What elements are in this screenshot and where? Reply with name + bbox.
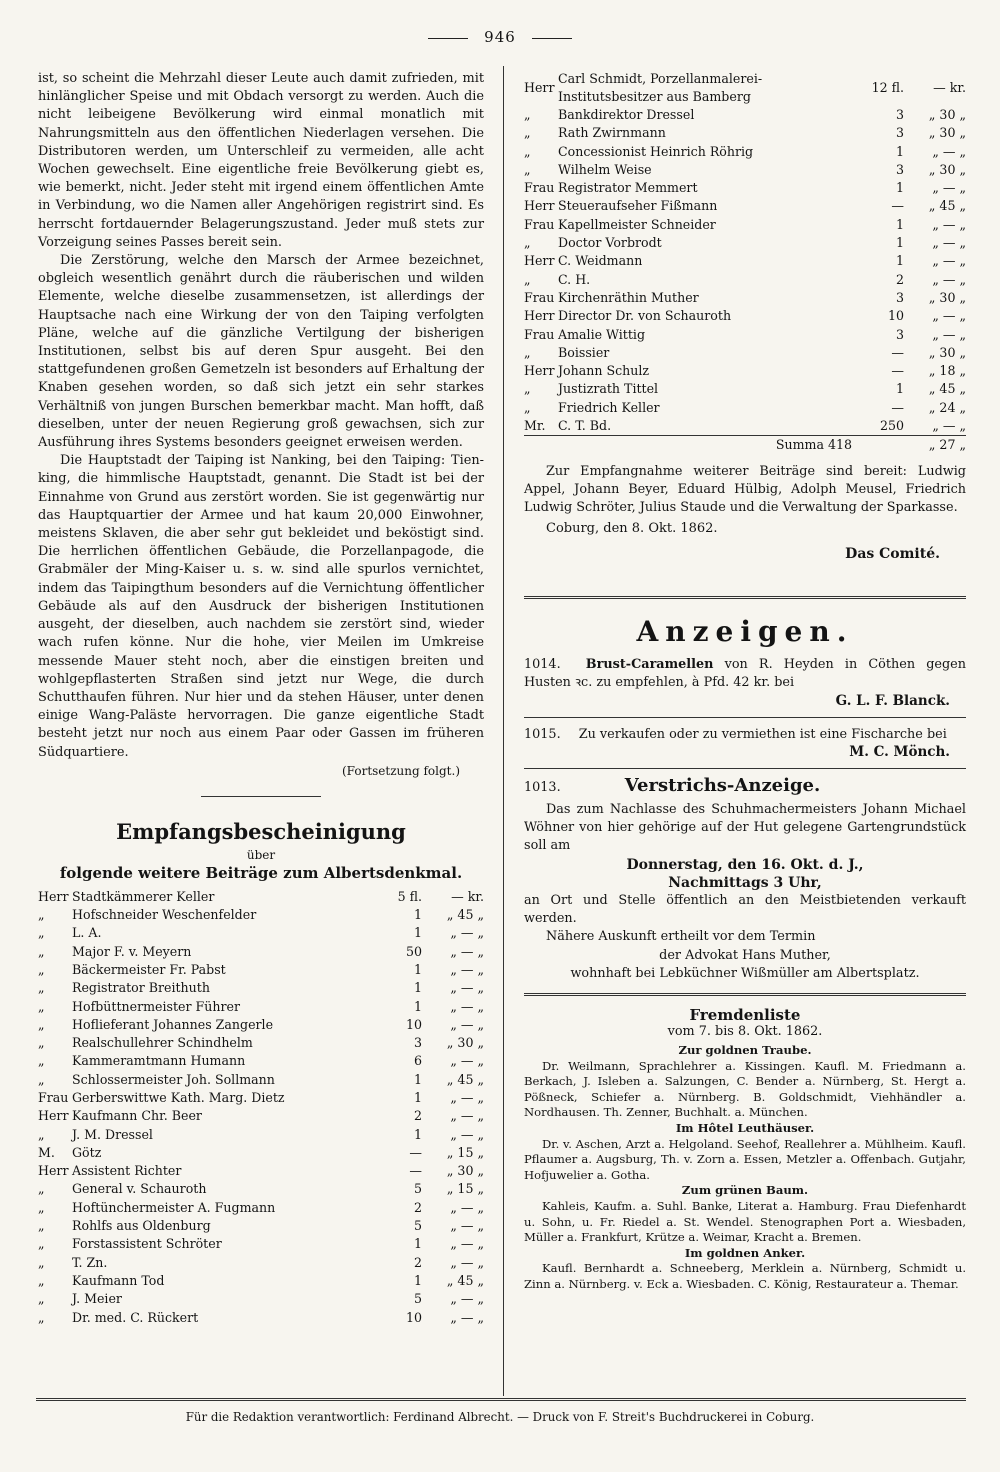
donor-name: Steueraufseher Fißmann	[558, 198, 718, 214]
donation-row	[38, 979, 484, 997]
anzeigen-rule	[524, 596, 966, 599]
header-dash-left	[428, 38, 468, 39]
donor-name: C. Weidmann	[558, 253, 643, 269]
header-dash-right	[532, 38, 572, 39]
amount-kr: „ 30 „	[928, 107, 966, 122]
amount-fl: 3	[895, 326, 904, 342]
donation-row	[524, 70, 966, 106]
fremden-rule	[524, 993, 966, 996]
donor-prefix: „	[524, 161, 531, 177]
donor-name: Amalie Wittig	[558, 326, 646, 342]
donation-row	[38, 998, 484, 1016]
ad-1013-text1: Das zum Nachlasse des Schuhmachermeisters Johann Michael Wöhner von hier gehörige auf der Hut gelegene Gartengrundstück soll am	[524, 802, 966, 854]
amount-fl: 1	[413, 980, 422, 996]
amount-fl: 1	[895, 180, 904, 196]
donor-name: C. T. Bd.	[558, 418, 612, 434]
donor-name: Assistent Richter	[72, 1163, 182, 1179]
ad-1013-date2: Nachmittags 3 Uhr,	[668, 874, 822, 891]
amount-kr: „ 24 „	[928, 399, 966, 415]
article-paragraph-1: ist, so scheint die Mehrzahl dieser Leute auch damit zufrieden, mit hinlänglicher Speise und mit Obdach versorgt zu werden. Auch die nicht leibeigene Bevölkerung wird einmal monatlich mit Nahrungsmitteln aus den öffentlichen Niederlagen versehen. Die Distributoren werden, um Unterschleif zu vermeiden, alle acht Wochen gewechselt. Eine eigentliche freie Bevölkerung giebt es, wie bemerkt, nicht. Jeder steht mit irgend einem öffentlichen Amte in Verbindung, wo die Namen aller Angehörigen registrirt sind. Es herrscht fortdauernder Belagerungszustand. Jeder muß stets zur Vorzeigung seines Passes bereit sein.	[38, 71, 484, 250]
amount-fl: 50	[405, 943, 422, 959]
ad-1014-title: Brust-Caramellen	[585, 657, 714, 673]
donor-name: Kaufmann Tod	[72, 1272, 165, 1288]
donation-row	[38, 1034, 484, 1052]
donor-prefix: „	[38, 1236, 45, 1252]
hotel-guests: Kahleis, Kaufm. a. Suhl. Banke, Literat a. Hamburg. Frau Diefenhardt u. Sohn, u. Fr. Riedel a. St. Wendel. Stenographen Port a. Wiesbaden, Müller a. Frankfurt, Krütze a. Weimar, Kracht a. Bremen.	[524, 1199, 966, 1245]
donor-name: Director Dr. von Schauroth	[558, 308, 732, 324]
ad-1015-signer: M. C. Mönch.	[849, 743, 950, 760]
amount-kr: — kr.	[451, 888, 484, 904]
amount-fl: 1	[895, 235, 904, 251]
amount-kr: „ — „	[450, 1218, 484, 1234]
donor-prefix: Herr	[524, 308, 555, 324]
ad-1013-text3: Nähere Auskunft ertheilt vor dem Termin	[546, 929, 816, 945]
left-column	[38, 70, 484, 1327]
donation-row	[524, 197, 966, 215]
donor-prefix: M.	[38, 1144, 55, 1160]
amount-fl: 5 fl.	[397, 888, 422, 904]
donation-row	[524, 161, 966, 179]
donor-prefix: „	[524, 107, 531, 122]
amount-kr: „ — „	[450, 943, 484, 959]
amount-kr: „ 30 „	[928, 344, 966, 360]
donor-name: Realschullehrer Schindhelm	[72, 1035, 253, 1051]
donation-row	[38, 1217, 484, 1235]
donor-prefix: „	[524, 344, 531, 360]
donor-name: L. A.	[72, 925, 102, 941]
donor-name: Bankdirektor Dressel	[558, 107, 695, 122]
donation-row	[38, 1126, 484, 1144]
donor-prefix: Frau	[524, 326, 555, 342]
donor-name: Kirchenräthin Muther	[558, 289, 699, 305]
receipt-ueber: über	[246, 847, 276, 862]
donor-prefix: „	[524, 125, 531, 141]
receipt-subtitle: folgende weitere Beiträge zum Albertsdenkmal.	[59, 863, 463, 882]
amount-kr: „ — „	[450, 1016, 484, 1032]
amount-kr: „ — „	[932, 143, 966, 159]
collect-text: Zur Empfangnahme weiterer Beiträge sind bereit: Ludwig Appel, Johann Beyer, Eduard Hülbig, Adolph Meusel, Friedrich Ludwig Schröter, Julius Staude und die Verwaltung der Sparkasse.	[524, 463, 966, 516]
donation-row	[524, 124, 966, 142]
donation-row	[524, 179, 966, 197]
article-paragraph-3: Die Hauptstadt der Taiping ist Nanking, bei den Taiping: Tien-king, die himmlische Hauptstadt, genannt. Die Stadt ist bei der Einnahme von Grund aus zerstört worden. Sie ist gegenwärtig nur das Hauptquartier der Armee und hat kaum 20,000 Einwohner, meistens Sklaven, die aber sehr gut bekleidet und beköstigt sind. Die herrlichen öffentlichen Gebäude, die Porzellanpagode, die Grabmäler der Ming-Kaiser u. s. w. sind alle spurlos vernichtet, indem das Taipingthum besonders auf die Vernichtung öffentlicher Gebäude als auf den Ausdruck der bisherigen Institutionen ausgeht, der dieselben, auch nachdem sie zerstört sind, wieder wach rufen könne. Nur die hohe, vier Meilen im Umkreise messende Mauer steht noch, aber die einstigen breiten und wohlgepflasterten Straßen sind jetzt nur Wege, die durch Schutthaufen führen. Nur hier und da stehen Häuser, unter denen einige Wang-Paläste hervorragen. Die ganze eigentliche Stadt besteht jetzt nur noch aus einem Paar oder Gassen im früheren Südquartiere.	[38, 453, 484, 760]
fremdenliste-subtitle: vom 7. bis 8. Okt. 1862.	[667, 1024, 823, 1040]
imprint-footer: Für die Redaktion verantwortlich: Ferdinand Albrecht. — Druck von F. Streit's Buchdruckerei in Coburg.	[185, 1410, 815, 1424]
donation-row	[524, 326, 966, 344]
donor-prefix: „	[38, 1181, 45, 1197]
donor-name: Hofschneider Weschenfelder	[72, 907, 257, 923]
amount-fl: 1	[895, 381, 904, 397]
donor-name: Schlossermeister Joh. Sollmann	[72, 1071, 275, 1087]
donor-prefix: „	[38, 980, 45, 996]
amount-fl: 1	[413, 925, 422, 941]
donor-name: Rohlfs aus Oldenburg	[72, 1218, 211, 1234]
continuation-note: (Fortsetzung folgt.)	[342, 763, 460, 778]
ad-1015-number: 1015.	[524, 726, 561, 742]
ad-1015-text: Zu verkaufen oder zu vermiethen ist eine Fischarche bei	[578, 726, 947, 742]
ad-1015	[524, 726, 966, 744]
amount-fl: 1	[413, 961, 422, 977]
hotel-guests: Kaufl. Bernhardt a. Schneeberg, Merklein a. Nürnberg, Schmidt u. Zinn a. Nürnberg. v. Eck a. Wiesbaden. C. König, Restaurateur a. Themar.	[524, 1261, 966, 1291]
amount-fl: 3	[895, 125, 904, 141]
donation-row	[38, 1144, 484, 1162]
donation-row	[38, 961, 484, 979]
amount-fl: —	[409, 1163, 422, 1179]
donor-prefix: „	[524, 271, 531, 287]
amount-kr: „ 15 „	[446, 1144, 484, 1160]
donor-prefix: „	[38, 1309, 45, 1325]
hotel-heading: Zur goldnen Traube.	[678, 1043, 812, 1058]
ad-rule-1	[524, 717, 966, 718]
amount-kr: „ 15 „	[446, 1181, 484, 1197]
donor-prefix: Herr	[38, 888, 69, 904]
ad-1014	[524, 656, 966, 692]
donor-prefix: „	[38, 1218, 45, 1234]
article-paragraph-2: Die Zerstörung, welche den Marsch der Armee bezeichnet, obgleich wesentlich genährt durch die räuberischen und wilden Elemente, welche dieselbe zusammensetzen, ist allerdings der Hauptsache nach eine Wirkung der von den Taiping verfolgten Pläne, welche auf die gänzliche Vertilgung der bisherigen Institutionen, selbst bis auf deren Spur ausgeht. Bei den stattgefundenen großen Gemetzeln ist besonders auf Erhaltung der Knaben gesehen worden, so daß sich jetzt ein sehr starkes Verhältniß von jungen Burschen bemerkbar macht. Man hofft, daß dieselben, unter der neuen Regierung groß gewachsen, sich zur Ausführung ihres Systems besonders geeignet erweisen werden.	[38, 253, 484, 451]
donation-row	[38, 1089, 484, 1107]
donor-name: Concessionist Heinrich Röhrig	[558, 143, 754, 159]
section-rule	[201, 796, 321, 797]
amount-fl: 10	[405, 1309, 422, 1325]
donor-prefix: „	[38, 961, 45, 977]
donor-name: Bäckermeister Fr. Pabst	[72, 961, 226, 977]
amount-fl: 3	[895, 107, 904, 122]
donation-row	[524, 216, 966, 234]
fremdenliste-title: Fremdenliste	[689, 1006, 801, 1025]
donor-prefix: Herr	[524, 79, 555, 95]
donor-name: Götz	[72, 1144, 102, 1160]
donation-row	[38, 1180, 484, 1198]
donor-name: Kapellmeister Schneider	[558, 216, 716, 232]
ad-1013-text2: an Ort und Stelle öffentlich an den Meistbietenden verkauft werden.	[524, 893, 966, 927]
hotel-heading: Zum grünen Baum.	[681, 1183, 809, 1198]
amount-kr: „ — „	[932, 180, 966, 196]
amount-fl: 2	[895, 271, 904, 287]
donor-prefix: Mr.	[524, 418, 546, 434]
donation-row	[524, 362, 966, 380]
donation-row	[38, 1290, 484, 1308]
amount-fl: 2	[413, 1108, 422, 1124]
donor-name: Stadtkämmerer Keller	[72, 888, 215, 904]
amount-fl: 1	[413, 998, 422, 1014]
amount-fl: 250	[879, 418, 904, 434]
amount-kr: „ — „	[932, 235, 966, 251]
amount-fl: 1	[413, 1236, 422, 1252]
amount-fl: 10	[887, 308, 904, 324]
amount-fl: 5	[413, 1291, 422, 1307]
amount-kr: „ — „	[450, 961, 484, 977]
donor-name: J. M. Dressel	[72, 1126, 153, 1142]
amount-fl: 6	[413, 1053, 422, 1069]
donation-row	[38, 1071, 484, 1089]
donor-name: Major F. v. Meyern	[72, 943, 192, 959]
ad-1014-number: 1014.	[524, 657, 561, 673]
amount-kr: „ 45 „	[446, 1071, 484, 1087]
amount-kr: „ 30 „	[446, 1035, 484, 1051]
donor-name: Registrator Breithuth	[72, 980, 210, 996]
amount-fl: 1	[413, 907, 422, 923]
amount-fl: 3	[413, 1035, 422, 1051]
hotel-heading: Im Hôtel Leuthäuser.	[675, 1121, 815, 1136]
donor-name: Forstassistent Schröter	[72, 1236, 222, 1252]
donation-row	[38, 1052, 484, 1070]
donor-name: Johann Schulz	[558, 363, 650, 379]
amount-kr: „ — „	[932, 308, 966, 324]
donor-prefix: Herr	[524, 253, 555, 269]
donor-prefix: „	[38, 1016, 45, 1032]
amount-kr: „ 45 „	[928, 381, 966, 397]
amount-kr: „ — „	[932, 253, 966, 269]
donation-row	[524, 143, 966, 161]
footer-rule	[36, 1398, 966, 1401]
donor-prefix: Herr	[524, 363, 555, 379]
donor-prefix: Frau	[38, 1089, 69, 1105]
donor-prefix: „	[38, 943, 45, 959]
amount-fl: 10	[405, 1016, 422, 1032]
amount-kr: „ — „	[450, 1108, 484, 1124]
hotel-guests: Dr. Weilmann, Sprachlehrer a. Kissingen. Kaufl. M. Friedmann a. Berkach, J. Isleben a. Salzungen, C. Bender a. Nürnberg, St. Hergt a. Pößneck, Schiefer a. Nürnberg. B. Goldschmidt, Viehhändler a. Nordhausen. Th. Zenner, Buchhalt. a. München.	[524, 1058, 966, 1120]
amount-fl: 1	[413, 1126, 422, 1142]
summa-kr: „ 27 „	[904, 436, 966, 455]
amount-fl: —	[891, 363, 904, 379]
ad-1014-signer: G. L. F. Blanck.	[835, 692, 950, 709]
summa-label: Summa 418	[558, 436, 860, 455]
donor-name: J. Meier	[72, 1291, 122, 1307]
ad-1013-title: Verstrichs-Anzeige.	[624, 774, 821, 796]
donor-name: Kammeramtmann Humann	[72, 1053, 246, 1069]
donation-row	[38, 1235, 484, 1253]
amount-fl: 5	[413, 1218, 422, 1234]
amount-fl: 1	[895, 253, 904, 269]
donor-prefix: Frau	[524, 216, 555, 232]
donor-prefix: „	[38, 1035, 45, 1051]
receipt-title: Empfangsbescheinigung	[116, 818, 406, 844]
amount-fl: 2	[413, 1254, 422, 1270]
amount-fl: —	[891, 344, 904, 360]
amount-kr: „ — „	[450, 998, 484, 1014]
donor-prefix: „	[38, 925, 45, 941]
amount-kr: „ 45 „	[446, 1272, 484, 1288]
hotel-guests: Dr. v. Aschen, Arzt a. Helgoland. Seehof, Reallehrer a. Mühlheim. Kaufl. Pflaumer a. Augsburg, Th. v. Zorn a. Essen, Metzler a. Offenbach. Gutjahr, Hofjuwelier a. Gotha.	[524, 1136, 966, 1182]
amount-kr: „ 45 „	[928, 198, 966, 214]
donor-name: C. H.	[558, 271, 591, 287]
amount-kr: „ — „	[932, 326, 966, 342]
summa-row	[524, 436, 966, 455]
donation-row	[524, 271, 966, 289]
amount-fl: —	[891, 198, 904, 214]
donation-row	[38, 1309, 484, 1327]
donor-prefix: „	[524, 381, 531, 397]
column-divider	[503, 66, 504, 1396]
donor-name: T. Zn.	[72, 1254, 108, 1270]
donation-row	[524, 252, 966, 270]
donation-row	[524, 289, 966, 307]
amount-fl: 5	[413, 1181, 422, 1197]
ad-rule-2	[524, 768, 966, 769]
donor-prefix: „	[38, 1272, 45, 1288]
donor-prefix: „	[524, 143, 531, 159]
donation-row	[38, 1162, 484, 1180]
donation-row	[524, 417, 966, 436]
donation-row	[38, 1254, 484, 1272]
donor-prefix: Frau	[524, 289, 555, 305]
donor-prefix: „	[38, 1126, 45, 1142]
amount-kr: „ — „	[450, 1291, 484, 1307]
donation-row	[524, 344, 966, 362]
donor-name: Registrator Memmert	[558, 180, 698, 196]
amount-kr: „ — „	[932, 216, 966, 232]
right-column	[524, 70, 966, 1293]
amount-fl: 12 fl.	[871, 79, 904, 95]
amount-kr: „ — „	[932, 418, 966, 434]
donor-name: Hoftünchermeister A. Fugmann	[72, 1199, 276, 1215]
amount-kr: „ — „	[450, 1236, 484, 1252]
donor-prefix: „	[38, 1071, 45, 1087]
amount-kr: „ 45 „	[446, 907, 484, 923]
donation-row	[524, 399, 966, 417]
amount-fl: 1	[413, 1272, 422, 1288]
amount-kr: — kr.	[933, 79, 966, 95]
donor-prefix: Herr	[524, 198, 555, 214]
donor-name: Friedrich Keller	[558, 399, 660, 415]
amount-fl: 3	[895, 161, 904, 177]
donor-name: Hoflieferant Johannes Zangerle	[72, 1016, 274, 1032]
ad-1013-number: 1013.	[524, 779, 561, 795]
donation-row	[38, 1016, 484, 1034]
donor-prefix: Herr	[38, 1163, 69, 1179]
amount-kr: „ 30 „	[928, 125, 966, 141]
ad-1014-text: von R. Heyden in Cöthen gegen Husten ꝛc. zu empfehlen, à Pfd. 42 kr. bei	[524, 657, 966, 691]
donor-prefix: „	[38, 1199, 45, 1215]
donation-row	[524, 380, 966, 398]
ad-1013-address: wohnhaft bei Lebküchner Wißmüller am Albertsplatz.	[570, 965, 920, 981]
amount-kr: „ — „	[450, 1089, 484, 1105]
amount-fl: 1	[895, 143, 904, 159]
amount-kr: „ — „	[450, 980, 484, 996]
donation-row	[38, 906, 484, 924]
donor-prefix: Frau	[524, 180, 555, 196]
donor-prefix: Herr	[38, 1108, 69, 1124]
ad-1013-header	[524, 774, 966, 797]
donor-prefix: „	[38, 1254, 45, 1270]
donor-name: Hofbüttnermeister Führer	[72, 998, 240, 1014]
donation-row	[38, 924, 484, 942]
ad-1013-advocate: der Advokat Hans Muther,	[659, 947, 831, 963]
donor-prefix: „	[38, 907, 45, 923]
hotel-heading: Im goldnen Anker.	[684, 1245, 806, 1260]
amount-kr: „ — „	[450, 1199, 484, 1215]
amount-fl: 2	[413, 1199, 422, 1215]
amount-fl: 1	[413, 1089, 422, 1105]
donor-name: General v. Schauroth	[72, 1181, 207, 1197]
donation-row	[38, 1107, 484, 1125]
donor-name: Carl Schmidt, Porzellanmalerei-Institutsbesitzer aus Bamberg	[558, 71, 763, 104]
donor-name: Rath Zwirnmann	[558, 125, 666, 141]
donation-row	[38, 888, 484, 906]
donation-table-right	[524, 70, 966, 455]
donation-row	[524, 234, 966, 252]
amount-fl: 1	[895, 216, 904, 232]
donor-name: Gerberswittwe Kath. Marg. Dietz	[72, 1089, 285, 1105]
amount-kr: „ 30 „	[928, 289, 966, 305]
amount-kr: „ — „	[450, 1053, 484, 1069]
anzeigen-title: Anzeigen.	[636, 615, 854, 649]
amount-fl: —	[891, 399, 904, 415]
donor-name: Justizrath Tittel	[558, 381, 659, 397]
donor-name: Wilhelm Weise	[558, 161, 652, 177]
amount-kr: „ — „	[450, 925, 484, 941]
amount-fl: 1	[413, 1071, 422, 1087]
donor-name: Dr. med. C. Rückert	[72, 1309, 199, 1325]
date-line: Coburg, den 8. Okt. 1862.	[546, 521, 718, 537]
donor-prefix: „	[524, 235, 531, 251]
page-number: 946	[484, 28, 516, 46]
donor-prefix: „	[524, 399, 531, 415]
amount-kr: „ — „	[450, 1254, 484, 1270]
amount-fl: —	[409, 1144, 422, 1160]
donation-table-left	[38, 888, 484, 1327]
amount-kr: „ 30 „	[928, 161, 966, 177]
amount-kr: „ 18 „	[928, 363, 966, 379]
page-header	[0, 28, 1000, 46]
ad-1013-date1: Donnerstag, den 16. Okt. d. J.,	[626, 856, 864, 873]
donation-row	[38, 943, 484, 961]
donor-prefix: „	[38, 998, 45, 1014]
donation-row	[38, 1272, 484, 1290]
amount-kr: „ — „	[450, 1309, 484, 1325]
amount-kr: „ — „	[450, 1126, 484, 1142]
comite-signature: Das Comité.	[845, 546, 940, 563]
donation-row	[524, 106, 966, 124]
donor-prefix: „	[38, 1053, 45, 1069]
amount-fl: 3	[895, 289, 904, 305]
donation-row	[38, 1199, 484, 1217]
donor-name: Doctor Vorbrodt	[558, 235, 662, 251]
donor-prefix: „	[38, 1291, 45, 1307]
amount-kr: „ 30 „	[446, 1163, 484, 1179]
amount-kr: „ — „	[932, 271, 966, 287]
donor-name: Kaufmann Chr. Beer	[72, 1108, 202, 1124]
donor-name: Boissier	[558, 344, 610, 360]
donation-row	[524, 307, 966, 325]
